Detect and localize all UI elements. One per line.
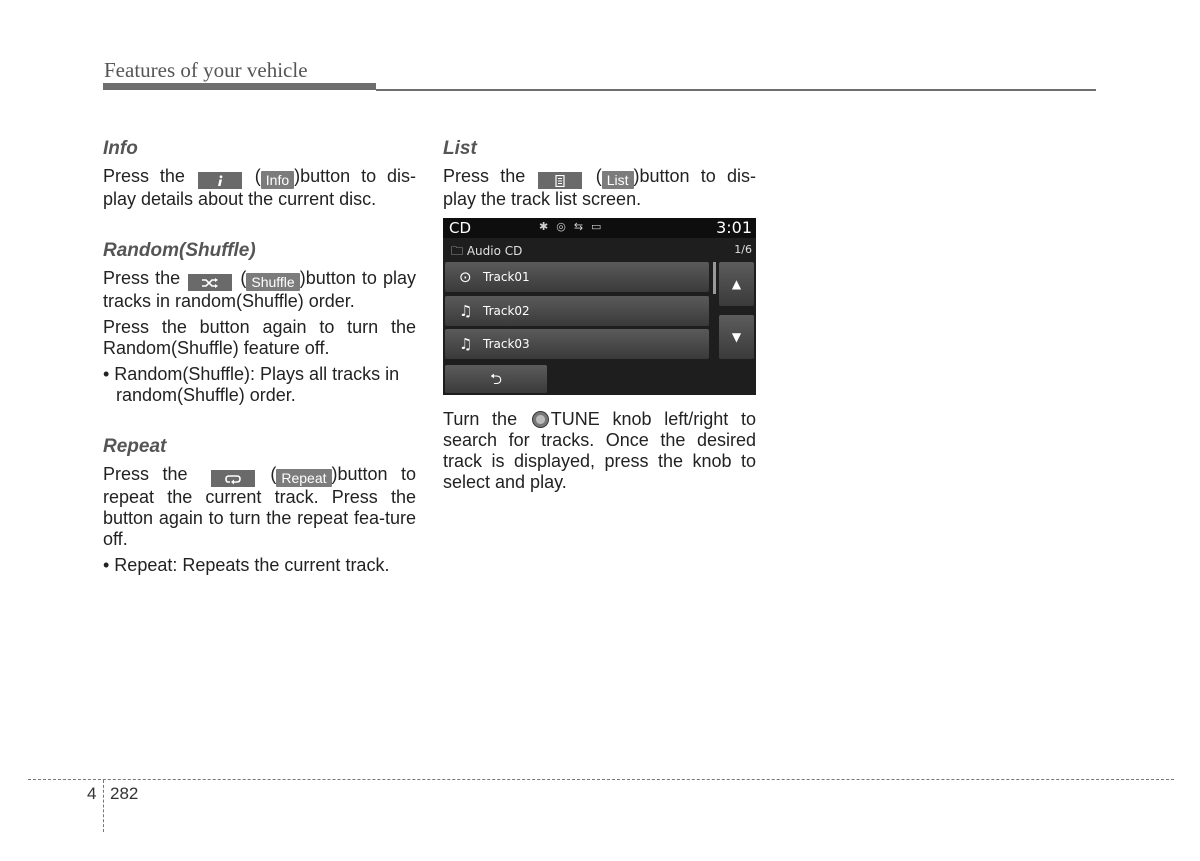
info-icon [198, 172, 242, 189]
triangle-up-icon: ▲ [731, 277, 742, 291]
shuffle-label-button: Shuffle [246, 273, 299, 291]
screen-track-name: Track03 [483, 337, 530, 351]
screen-track-item[interactable] [445, 329, 709, 359]
repeat-label-button: Repeat [276, 469, 331, 487]
screen-track-name: Track02 [483, 304, 530, 318]
triangle-down-icon: ▼ [731, 330, 742, 344]
bluetooth-icon: ✱ [539, 220, 557, 233]
footer-divider [103, 780, 104, 832]
random-text-post: )button to play tracks in random(Shuffle) order. [103, 268, 416, 311]
page-header-title: Features of your vehicle [104, 58, 308, 82]
list-text-pre: Press the [443, 166, 537, 186]
screen-scrollbar[interactable] [713, 262, 716, 294]
random-text-pre: Press the [103, 268, 187, 288]
info-text-post: )button to dis-play details about the current disc. [103, 166, 416, 209]
list-label-button: List [602, 171, 634, 189]
screen-folder-name: Audio CD [466, 244, 523, 258]
tune-paragraph [443, 409, 756, 493]
screen-track-item[interactable] [445, 262, 709, 292]
info-label-button: Info [261, 171, 294, 189]
repeat-icon [211, 470, 255, 487]
shuffle-icon [188, 274, 232, 291]
repeat-text-open: ( [256, 464, 277, 484]
section-random [103, 240, 416, 406]
disc-icon: ◎ [556, 220, 574, 233]
tune-knob-icon [532, 411, 549, 428]
footer-chapter-number: 4 [87, 784, 97, 803]
screen-folder [451, 242, 522, 263]
tune-text-post: TUNE knob left/right to search for tracks. Once the desired track is displayed, press the knob to select and play. [443, 409, 756, 492]
scroll-down-button[interactable] [719, 315, 754, 359]
scroll-up-button[interactable] [719, 262, 754, 306]
random-heading: Random(Shuffle) [103, 240, 256, 261]
repeat-heading: Repeat [103, 436, 167, 457]
list-heading: List [443, 138, 477, 159]
header-rule-thin [376, 89, 1096, 91]
list-text-post: )button to dis-play the track list screen. [443, 166, 756, 209]
music-note-icon: ♫ [459, 335, 473, 353]
track-list-screen [443, 218, 756, 395]
random-paragraph-2: Press the button again to turn the Random(Shuffle) feature off. [103, 317, 416, 358]
screen-source-label: CD [449, 219, 472, 237]
screen-page-indicator: 1/6 [734, 243, 752, 256]
section-info [103, 138, 416, 210]
repeat-text-pre: Press the [103, 464, 201, 484]
right-column [443, 138, 756, 498]
back-arrow-icon: ⮌ [489, 370, 502, 388]
footer-page-number: 282 [110, 784, 139, 803]
footer-rule [28, 779, 1174, 780]
info-heading: Info [103, 138, 138, 159]
battery-icon: ▭ [591, 220, 610, 233]
list-paragraph [443, 166, 756, 210]
folder-icon: 🗀 [451, 244, 464, 258]
screen-status-icons [539, 220, 609, 233]
screen-track-item[interactable] [445, 296, 709, 326]
usb-icon: ⇆ [573, 220, 592, 233]
screen-track-name: Track01 [483, 270, 530, 284]
header-rule-thick [103, 83, 376, 90]
section-repeat [103, 436, 416, 576]
tune-text-pre: Turn the [443, 409, 530, 429]
random-bullet: • Random(Shuffle): Plays all tracks in random(Shuffle) order. [103, 364, 400, 405]
play-icon: ⊙ [459, 268, 472, 286]
repeat-bullet: • Repeat: Repeats the current track. [103, 555, 390, 575]
screen-clock: 3:01 [716, 218, 752, 237]
list-text-open: ( [584, 166, 602, 186]
left-column [103, 138, 416, 606]
repeat-paragraph [103, 464, 416, 550]
random-paragraph [103, 268, 416, 312]
info-paragraph [103, 166, 416, 210]
list-icon [538, 172, 582, 189]
repeat-text-post: )button to repeat the current track. Press the button again to turn the repeat fea-ture off. [103, 464, 416, 549]
random-text-open: ( [234, 268, 247, 288]
screen-back-button[interactable] [445, 365, 547, 393]
info-text-pre: Press the [103, 166, 196, 186]
music-note-icon: ♫ [459, 302, 473, 320]
info-text-open: ( [243, 166, 261, 186]
